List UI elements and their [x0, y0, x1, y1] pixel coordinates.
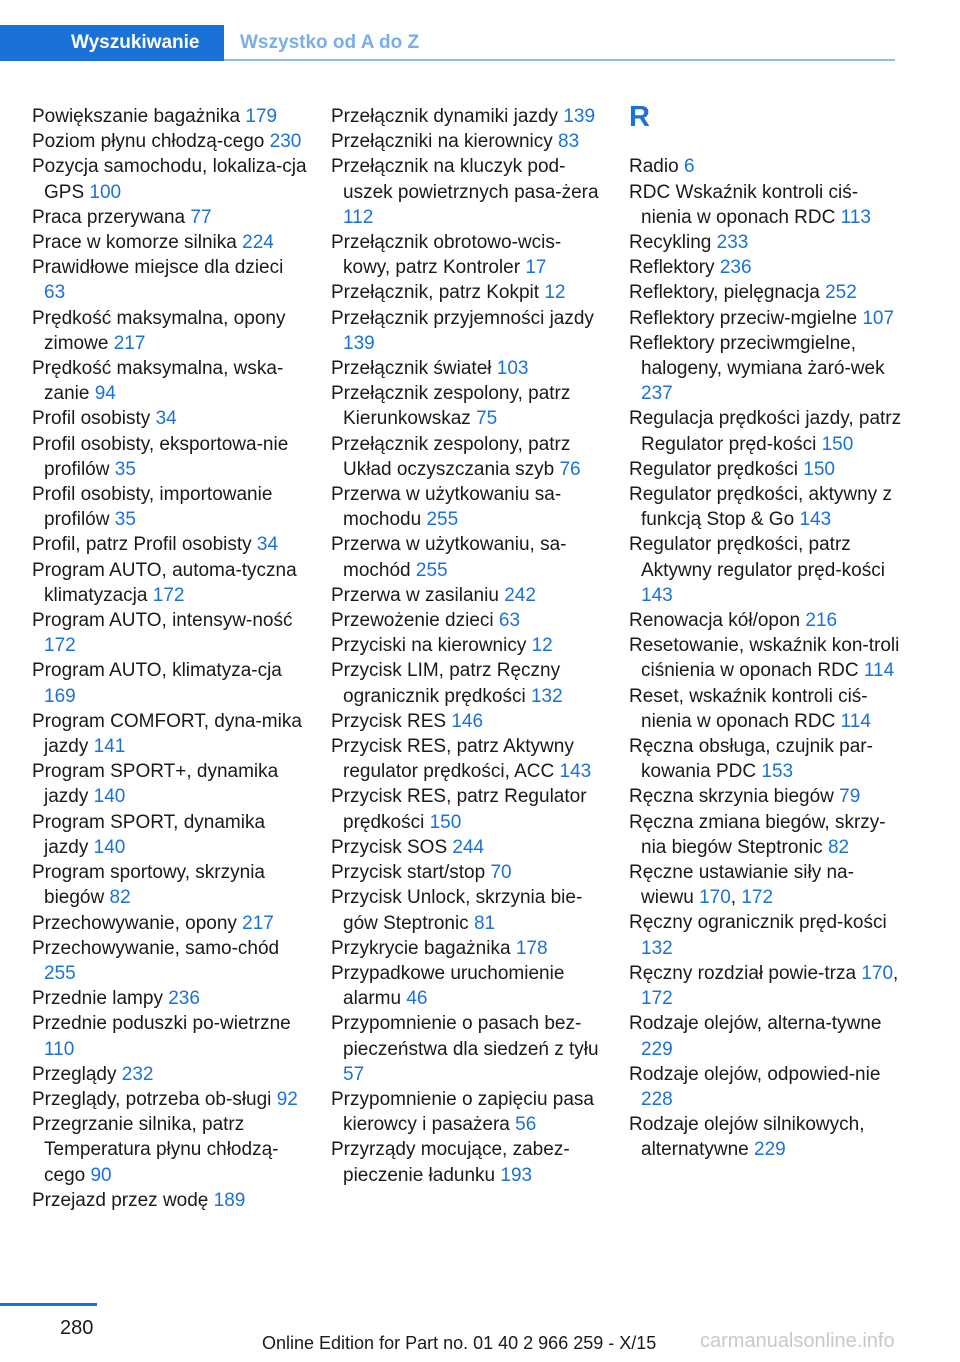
index-entry	[629, 1112, 904, 1162]
index-entry: Ręczny rozdział powie-trza 170, 172	[629, 962, 899, 1010]
page-link[interactable]: 83	[558, 131, 580, 153]
index-entry-text: Program SPORT, dynamika jazdy	[32, 811, 266, 858]
page-link[interactable]: 35	[114, 509, 136, 531]
index-entry	[331, 784, 606, 834]
edition-text: Online Edition for Part no. 01 40 2 966 259 - X/15	[262, 1333, 657, 1353]
page-header	[0, 0, 960, 62]
index-entry-text: Przeglądy, potrzeba ob-sługi	[32, 1088, 272, 1110]
index-entry-text: Poziom płynu chłodzą-cego	[32, 131, 265, 153]
index-entry-text: Program AUTO, automa-tyczna klimatyzacja	[32, 559, 297, 606]
index-entry-text: Ręczne ustawianie siły na-wiewu	[629, 862, 854, 909]
index-entry-text: Reflektory przeciw-mgielne	[629, 307, 858, 329]
index-entry-text: Przycisk RES, patrz Aktywny regulator prędkości, ACC	[331, 736, 574, 783]
page-link[interactable]: 35	[114, 458, 136, 480]
index-entry	[331, 860, 606, 885]
index-entry	[331, 583, 606, 608]
page-link[interactable]: 172	[44, 635, 76, 657]
page-link[interactable]: 79	[839, 786, 861, 808]
index-entry	[331, 532, 606, 582]
index-entry	[32, 1087, 307, 1112]
index-entry-text: Rodzaje olejów, odpowied-nie	[629, 1063, 881, 1085]
index-entry-text: Przypomnienie o pasach bez-pieczeństwa dla siedzeń z tyłu	[331, 1013, 599, 1060]
index-entry	[32, 759, 307, 809]
watermark: carmanualsonline.info	[700, 1330, 895, 1352]
index-entry	[32, 154, 307, 204]
page-link[interactable]: 232	[121, 1063, 154, 1085]
index-entry-text: Przerwa w użytkowaniu, sa-mochód	[331, 534, 567, 581]
index-entry	[32, 104, 307, 129]
page-link[interactable]: 229	[641, 1038, 673, 1060]
index-entry-text: Regulator prędkości, aktywny z funkcją Stop & Go	[629, 484, 892, 531]
page-link[interactable]: 242	[504, 584, 536, 606]
index-entry-text: Prace w komorze silnika	[32, 232, 237, 254]
tab-wyszukiwanie[interactable]: Wyszukiwanie	[0, 25, 224, 61]
page-link[interactable]: 193	[500, 1164, 533, 1186]
index-entry-text: Przełącznik obrotowo-wcis-kowy, patrz Kontroler	[331, 232, 562, 279]
page-link[interactable]: 12	[531, 635, 553, 657]
index-entry-text: Ręczny rozdział powie-trza	[629, 962, 857, 984]
index-entry-text: Reflektory	[629, 257, 715, 279]
index-entry-text: Przełącznik przyjemności jazdy	[331, 307, 594, 329]
index-entry	[331, 885, 606, 935]
page-link[interactable]: 217	[113, 332, 146, 354]
index-column-2	[331, 104, 606, 1188]
index-entry	[629, 734, 904, 784]
index-entry-text: Program AUTO, intensyw-ność	[32, 610, 293, 632]
index-entry	[331, 936, 606, 961]
index-entry	[32, 709, 307, 759]
index-entry	[629, 532, 904, 608]
index-entry-text: Przełącznik świateł	[331, 358, 492, 380]
index-entry-text: Reset, wskaźnik kontroli ciś-nienia w oponach RDC	[629, 685, 868, 732]
page-link[interactable]: 57	[343, 1063, 365, 1085]
index-entry-text: Przełącznik zespolony, patrz Kierunkowskaz	[331, 383, 571, 430]
index-entry-text: Prawidłowe miejsce dla dzieci	[32, 257, 284, 279]
index-entry-text: Przegrzanie silnika, patrz Temperatura płynu chłodzą-cego	[32, 1114, 279, 1186]
index-entry	[629, 482, 904, 532]
header-divider	[224, 59, 895, 61]
index-entry	[629, 180, 904, 230]
index-entry	[629, 280, 904, 305]
page-link[interactable]: 12	[544, 282, 566, 304]
page-link[interactable]: 170	[861, 962, 894, 984]
index-entry	[629, 457, 904, 482]
page-link[interactable]: 139	[563, 106, 596, 127]
index-entry-text: Ręczna obsługa, czujnik par-kowania PDC	[629, 736, 873, 783]
page-link[interactable]: 77	[190, 206, 212, 228]
page-link[interactable]: 228	[641, 1088, 673, 1110]
index-entry-text: Przerwa w użytkowaniu sa-mochodu	[331, 484, 562, 531]
index-entry	[629, 910, 904, 960]
index-entry	[32, 1011, 307, 1061]
index-entry-text: Przechowywanie, opony	[32, 912, 237, 934]
page-link[interactable]: 114	[863, 660, 895, 682]
page-link[interactable]: 94	[94, 383, 116, 405]
index-entry-text: Praca przerywana	[32, 206, 186, 228]
page-link[interactable]: 63	[44, 282, 66, 304]
page-link[interactable]: 150	[821, 433, 854, 455]
index-entry-text: Przełącznik zespolony, patrz Układ oczyszczania szyb	[331, 433, 571, 480]
index-entry-text: Przyrządy mocujące, zabez-pieczenie ładunku	[331, 1139, 570, 1186]
index-entry	[331, 709, 606, 734]
page-link[interactable]: 230	[269, 131, 302, 153]
page-link[interactable]: 146	[451, 710, 484, 732]
index-entry: Ręczne ustawianie siły na-wiewu 170, 172	[629, 862, 854, 909]
page-link[interactable]: 113	[840, 206, 871, 228]
page-link[interactable]: 252	[825, 282, 857, 304]
index-entry-text: Przyciski na kierownicy	[331, 635, 527, 657]
page-link[interactable]: 179	[245, 106, 278, 127]
index-entry-text: Reflektory przeciwmgielne, halogeny, wymiana żaró-wek	[629, 332, 885, 380]
index-entry-text: Przełącznik, patrz Kokpit	[331, 282, 540, 304]
index-entry-text: Przycisk start/stop	[331, 862, 486, 884]
page-link[interactable]: 75	[476, 408, 498, 430]
page-link[interactable]: 103	[496, 358, 529, 380]
index-entry	[32, 356, 307, 406]
page-link[interactable]: 255	[426, 509, 459, 531]
page-link[interactable]: 216	[805, 610, 838, 632]
index-entry-text: Przykrycie bagażnika	[331, 937, 511, 959]
page-link[interactable]: 150	[429, 811, 462, 833]
page-link[interactable]: 110	[44, 1038, 75, 1060]
page-link[interactable]: 236	[719, 257, 752, 279]
index-entry	[629, 306, 904, 331]
index-entry	[32, 129, 307, 154]
page-link[interactable]: 236	[168, 988, 200, 1010]
index-entry-text: Przypadkowe uruchomienie alarmu	[331, 962, 565, 1010]
page-link[interactable]: 169	[44, 685, 76, 707]
page-link[interactable]: 92	[276, 1088, 298, 1110]
index-entry	[629, 1062, 904, 1112]
index-entry	[629, 608, 904, 633]
page-link[interactable]: 178	[515, 937, 548, 959]
index-entry	[32, 558, 307, 608]
page-link[interactable]: 143	[559, 761, 592, 783]
index-entry	[331, 104, 606, 129]
page-link[interactable]: 56	[515, 1114, 537, 1136]
page-number: 280	[60, 1317, 94, 1339]
index-entry	[331, 633, 606, 658]
page-link[interactable]: 107	[862, 307, 895, 329]
index-entry-text: Program sportowy, skrzynia biegów	[32, 862, 265, 909]
index-entry	[32, 860, 307, 910]
index-entry	[331, 1137, 606, 1187]
index-entry	[331, 835, 606, 860]
index-entry-text: Ręczna zmiana biegów, skrzy-nia biegów Steptronic	[629, 811, 886, 858]
page-link[interactable]: 140	[93, 786, 126, 808]
index-entry-text: Rodzaje olejów, alterna-tywne	[629, 1013, 882, 1035]
index-entry	[629, 230, 904, 255]
page-link[interactable]: 63	[498, 610, 521, 632]
section-letter: R	[629, 101, 650, 133]
page-link[interactable]: 172	[741, 887, 774, 909]
index-entry	[32, 230, 307, 255]
page-link[interactable]: 150	[803, 458, 835, 480]
index-entry-text: Profil osobisty	[32, 408, 151, 430]
index-column-1	[32, 104, 307, 1213]
index-entry-text: Przerwa w zasilaniu	[331, 584, 499, 606]
page-link[interactable]: 82	[109, 887, 131, 909]
index-entry-text: Przypomnienie o zapięciu pasa kierowcy i pasażera	[331, 1088, 594, 1136]
index-entry	[331, 1087, 606, 1137]
index-entry	[331, 306, 606, 356]
index-entry-text: Przednie poduszki po-wietrzne	[32, 1013, 291, 1035]
index-entry	[331, 608, 606, 633]
index-entry	[32, 1188, 307, 1213]
index-entry-text: Ręczny ogranicznik pręd-kości	[629, 912, 887, 934]
index-entry	[629, 1011, 904, 1061]
index-entry-text: Ręczna skrzynia biegów	[629, 786, 834, 808]
index-column-3	[629, 101, 904, 1163]
index-entry-text: Przejazd przez wodę	[32, 1189, 209, 1211]
index-entry	[32, 658, 307, 708]
index-entry-text: Profil osobisty, importowanie profilów	[32, 484, 273, 531]
index-entry	[32, 306, 307, 356]
index-entry-text: Przeglądy	[32, 1063, 117, 1085]
index-entry	[331, 154, 606, 230]
index-entry	[32, 608, 307, 658]
index-entry	[32, 255, 307, 305]
index-entry-text: Prędkość maksymalna, opony zimowe	[32, 307, 286, 354]
index-entry	[629, 154, 904, 179]
index-entry-text: Radio	[629, 156, 679, 178]
index-entry-text: Recykling	[629, 232, 712, 253]
page-link[interactable]: 233	[716, 232, 749, 253]
index-entry-text: Resetowanie, wskaźnik kon-troli ciśnienia w oponach RDC	[629, 635, 900, 682]
index-entry	[32, 810, 307, 860]
page-link[interactable]: 34	[155, 408, 177, 430]
index-entry	[629, 406, 904, 456]
page-link[interactable]: 139	[343, 332, 375, 354]
index-entry-text: Przycisk RES, patrz Regulator prędkości	[331, 786, 587, 833]
page-link[interactable]: 172	[152, 584, 185, 606]
page-link[interactable]: 224	[242, 232, 274, 254]
index-entry	[629, 684, 904, 734]
index-entry-text: Przełączniki na kierownicy	[331, 131, 553, 153]
index-entry	[331, 734, 606, 784]
page-link[interactable]: 237	[641, 383, 673, 405]
index-entry	[32, 406, 307, 431]
index-entry-text: Regulator prędkości, patrz Aktywny regulator pręd-kości	[629, 534, 885, 581]
page-link[interactable]: 114	[840, 710, 871, 732]
page-link[interactable]: 244	[452, 836, 485, 858]
index-entry-text: Prędkość maksymalna, wska-zanie	[32, 358, 284, 405]
index-entry	[629, 810, 904, 860]
page-link[interactable]: 132	[530, 685, 563, 707]
page-link[interactable]: 143	[799, 509, 832, 531]
index-entry-text: Przełącznik dynamiki jazdy	[331, 106, 559, 127]
index-entry	[32, 1112, 307, 1188]
index-entry	[331, 230, 606, 280]
page-link[interactable]: 132	[641, 937, 673, 959]
index-entry-text: Regulacja prędkości jazdy, patrz Regulator pręd-kości	[629, 408, 902, 455]
page-link[interactable]: 76	[559, 458, 581, 480]
page-link[interactable]: 46	[406, 988, 428, 1010]
page-link[interactable]: 153	[761, 761, 794, 783]
index-entry	[629, 784, 904, 809]
index-entry	[331, 1011, 606, 1087]
index-entry	[32, 936, 307, 986]
page-link[interactable]: 6	[683, 156, 695, 178]
page-link[interactable]: 255	[44, 962, 76, 984]
index-entry-text: Przycisk Unlock, skrzynia bie-gów Steptronic	[331, 887, 583, 934]
index-entry	[331, 482, 606, 532]
index-entry-text: Regulator prędkości	[629, 458, 798, 480]
index-entry-text: Program AUTO, klimatyza-cja	[32, 660, 282, 682]
index-entry	[331, 658, 606, 708]
index-entry	[32, 432, 307, 482]
index-entry-text: Profil, patrz Profil osobisty	[32, 534, 252, 556]
page-link[interactable]: 70	[490, 862, 512, 884]
index-entry	[331, 432, 606, 482]
index-entry-text: Przycisk LIM, patrz Ręczny ogranicznik prędkości	[331, 660, 561, 707]
page-link[interactable]: 81	[473, 912, 496, 934]
index-entry	[331, 381, 606, 431]
index-entry-text: Program COMFORT, dyna-mika jazdy	[32, 710, 302, 758]
index-entry	[32, 532, 307, 557]
index-entry-text: Program SPORT+, dynamika jazdy	[32, 761, 279, 808]
page-link[interactable]: 170	[699, 887, 731, 909]
index-entry-text: Przechowywanie, samo-chód	[32, 937, 280, 959]
page-link[interactable]: 255	[415, 559, 448, 581]
index-entry-text: Przednie lampy	[32, 988, 163, 1010]
index-entry	[331, 356, 606, 381]
footer-divider	[0, 1303, 97, 1306]
page-link[interactable]: 34	[256, 534, 279, 556]
index-entry-text: Przycisk SOS	[331, 836, 448, 858]
index-entry-text: Przycisk RES	[331, 710, 447, 732]
page-link[interactable]: 140	[93, 836, 126, 858]
page-link[interactable]: 141	[93, 736, 126, 758]
page-link[interactable]: 217	[242, 912, 274, 934]
page-link[interactable]: 112	[343, 206, 374, 228]
page-link[interactable]: 100	[89, 181, 122, 203]
index-entry-text: RDC Wskaźnik kontroli ciś-nienia w oponach RDC	[629, 181, 859, 228]
page-link[interactable]: 189	[213, 1189, 246, 1211]
index-entry-text: Przełącznik na kluczyk pod-uszek powietrznych pasa-żera	[331, 156, 599, 203]
index-entry-text: Profil osobisty, eksportowa-nie profilów	[32, 433, 289, 480]
index-entry-text: Przewożenie dzieci	[331, 610, 494, 632]
index-entry-text: Pozycja samochodu, lokaliza-cja GPS	[32, 156, 307, 203]
index-entry	[629, 255, 904, 280]
index-entry	[32, 205, 307, 230]
tab-wszystko-od-a-do-z[interactable]: Wszystko od A do Z	[240, 32, 420, 53]
index-entry	[32, 1062, 307, 1087]
index-entry-text: Renowacja kół/opon	[629, 610, 801, 632]
page-link[interactable]: 17	[525, 257, 547, 279]
page-link[interactable]: 82	[827, 836, 850, 858]
index-entry-text: Powiększanie bagażnika	[32, 106, 241, 127]
page-link[interactable]: 229	[754, 1139, 786, 1161]
index-entry	[32, 986, 307, 1011]
index-entry	[629, 331, 904, 407]
index-entry-text: Rodzaje olejów silnikowych, alternatywne	[629, 1114, 865, 1161]
index-entry	[629, 633, 904, 683]
page-link[interactable]: 143	[641, 584, 673, 606]
index-entry-text: Reflektory, pielęgnacja	[629, 282, 820, 304]
index-entry	[331, 280, 606, 305]
index-entry	[331, 961, 606, 1011]
index-entry	[331, 129, 606, 154]
page-link[interactable]: 172	[641, 988, 673, 1010]
index-entry	[32, 482, 307, 532]
index-entry	[32, 911, 307, 936]
page-link[interactable]: 90	[90, 1164, 112, 1186]
